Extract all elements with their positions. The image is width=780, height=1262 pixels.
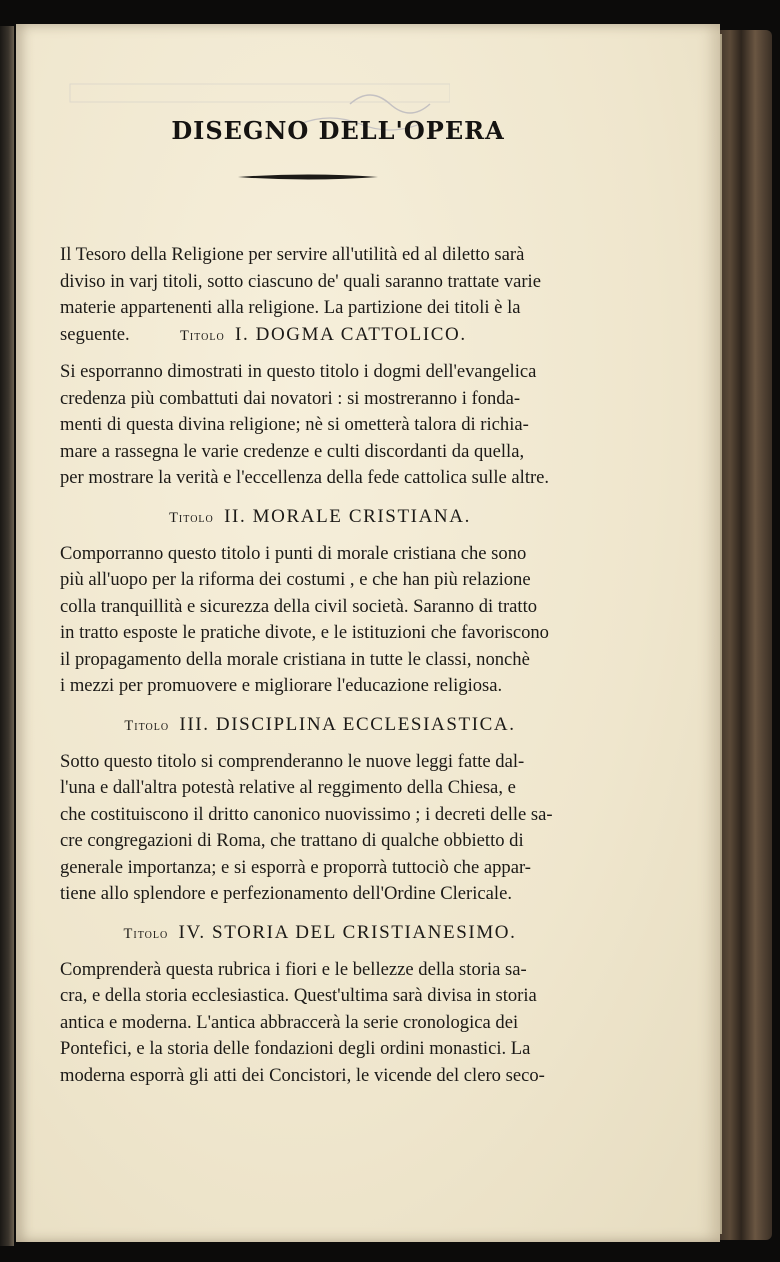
section-label: Titolo	[180, 328, 225, 344]
page-heading: DISEGNO DELL'OPERA	[171, 116, 505, 145]
text-line: Comprenderà questa rubrica i fiori e le bellezze della storia sa-	[60, 958, 527, 980]
book-binding-right	[716, 30, 772, 1240]
section-title-2	[60, 504, 580, 531]
text-line: i mezzi per promuovere e migliorare l'educazione religiosa.	[60, 675, 503, 696]
text-line: generale importanza; e si esporrà e proporrà tuttociò che appar-	[60, 856, 531, 878]
section-heading: II. MORALE CRISTIANA.	[224, 505, 471, 527]
text-line: tiene allo splendore e perfezionamento dell'Ordine Clericale.	[60, 883, 512, 904]
section-title-3	[60, 712, 580, 739]
body-text	[60, 242, 580, 1089]
text-line: Comporranno questo titolo i punti di morale cristiana che sono	[60, 542, 527, 564]
book-page	[16, 24, 720, 1242]
section-heading: I. DOGMA CATTOLICO.	[235, 324, 467, 345]
text-line: antica e moderna. L'antica abbraccerà la serie cronologica dei	[60, 1011, 519, 1033]
section-label: Titolo	[123, 925, 169, 942]
text-line: seguente.	[60, 323, 130, 345]
text-line: per mostrare la verità e l'eccellenza della fede cattolica sulle altre.	[60, 467, 550, 488]
text-line: Sotto questo titolo si comprenderanno le nuove leggi fatte dal-	[60, 750, 525, 772]
text-line: cra, e della storia ecclesiastica. Quest'ultima sarà divisa in storia	[60, 985, 537, 1006]
section-paragraph-2	[60, 541, 580, 700]
book-spine-left	[0, 26, 14, 1246]
text-line: Il Tesoro della Religione per servire all'utilità ed al diletto sarà	[60, 244, 525, 265]
text-line: cre congregazioni di Roma, che trattano di qualche obbietto di	[60, 830, 524, 851]
section-label: Titolo	[169, 509, 214, 526]
text-line: Si esporranno dimostrati in questo titolo i dogmi dell'evangelica	[60, 361, 537, 382]
text-line: credenza più combattuti dai novatori : si mostreranno i fonda-	[60, 387, 521, 409]
text-line: Pontefici, e la storia delle fondazioni degli ordini monastici. La	[60, 1038, 531, 1059]
text-line: l'una e dall'altra potestà relative al reggimento della Chiesa, e	[60, 777, 516, 798]
text-line: diviso in varj titoli, sotto ciascuno de' quali saranno trattate varie	[60, 270, 541, 292]
text-line: menti di questa divina religione; nè si ometterà talora di richia-	[60, 414, 529, 435]
text-line: in tratto esposte le pratiche divote, e le istituzioni che favoriscono	[60, 622, 549, 643]
section-paragraph-1	[60, 359, 580, 492]
text-line: moderna esporrà gli atti dei Concistori, le vicende del clero seco-	[60, 1064, 545, 1086]
section-heading: IV. STORIA DEL CRISTIANESIMO.	[178, 921, 517, 943]
text-line: il propagamento della morale cristiana in tutte le classi, nonchè	[60, 648, 530, 670]
section-title-1	[60, 322, 580, 349]
text-line: materie appartenenti alla religione. La partizione dei titoli è la	[60, 297, 521, 318]
text-line: mare a rassegna le varie credenze e culti discordanti da quella,	[60, 440, 525, 462]
text-line: che costituiscono il dritto canonico nuovissimo ; i decreti delle sa-	[60, 803, 553, 825]
section-paragraph-4	[60, 957, 580, 1090]
text-line: colla tranquillità e sicurezza della civil società. Saranno di tratto	[60, 595, 538, 617]
section-heading: III. DISCIPLINA ECCLESIASTICA.	[179, 713, 516, 735]
ornamental-rule	[238, 172, 378, 182]
section-title-4	[60, 920, 580, 947]
section-paragraph-3	[60, 749, 580, 908]
text-line: più all'uopo per la riforma dei costumi , e che han più relazione	[60, 569, 531, 590]
section-label: Titolo	[124, 717, 170, 734]
